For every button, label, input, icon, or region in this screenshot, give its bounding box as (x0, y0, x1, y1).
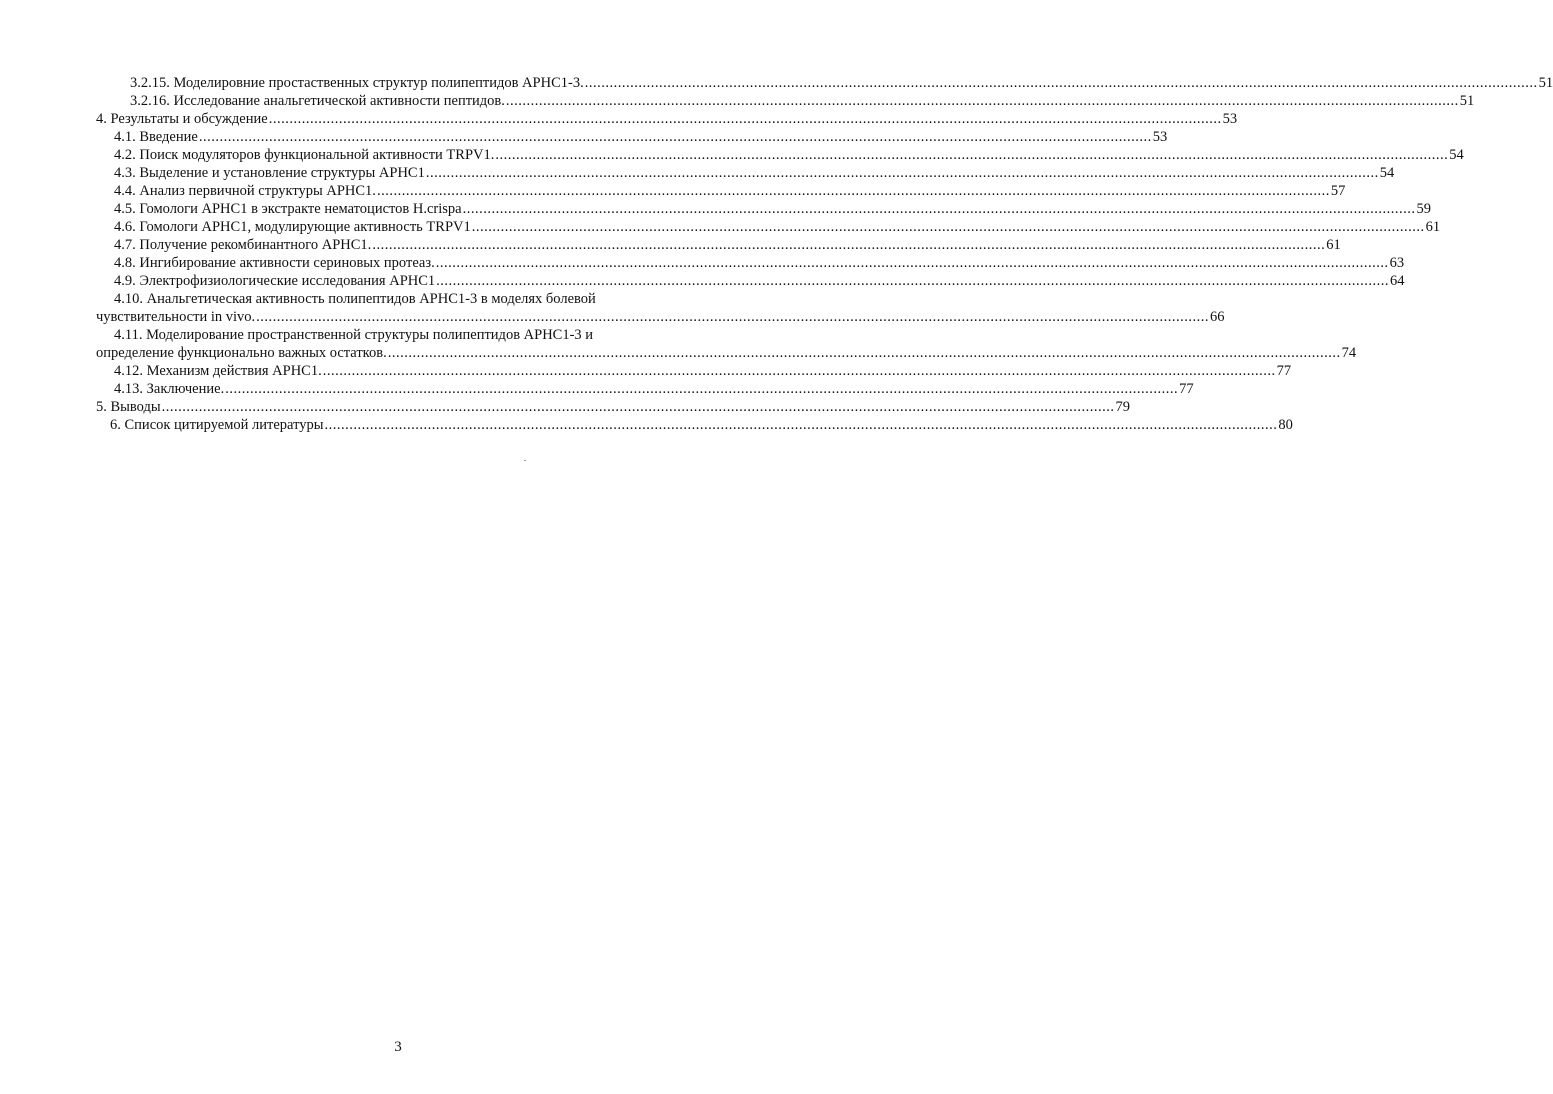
toc-entry-page: 54 (1449, 147, 1464, 163)
toc-entry (96, 380, 1194, 398)
toc-entry-title: 6. Список цитируемой литературы (110, 417, 324, 433)
toc-entry-title: 3.2.16. Исследование анальгетической активности пептидов. (130, 93, 505, 109)
toc-entry-title: 4.3. Выделение и установление структуры APHC1 (114, 165, 425, 181)
toc-entry-title: 4.8. Ингибирование активности сериновых протеаз. (114, 255, 435, 271)
toc-entry (96, 254, 1405, 272)
toc-entry-page: 61 (1425, 219, 1441, 235)
toc-entry (96, 272, 1405, 290)
toc-leader-dots (325, 416, 1278, 434)
toc-entry-page: 74 (1341, 345, 1357, 361)
toc-entry-title: 4.9. Электрофизиологические исследования APHC1 (114, 273, 436, 289)
toc-leader-dots (269, 110, 1222, 128)
toc-entry (96, 92, 1475, 110)
table-of-contents (96, 74, 1553, 434)
toc-entry-page: 51 (1538, 75, 1553, 91)
toc-entry (96, 200, 1431, 218)
toc-leader-dots (372, 236, 1325, 254)
toc-leader-dots (463, 200, 1416, 218)
toc-entry-page: 64 (1390, 273, 1405, 289)
toc-entry (96, 398, 1130, 416)
toc-entry-page: 57 (1330, 183, 1346, 199)
toc-entry-page: 61 (1326, 237, 1341, 253)
toc-entry-page: 63 (1389, 255, 1405, 271)
toc-leader-dots (225, 380, 1178, 398)
toc-entry-page: 59 (1416, 201, 1431, 217)
toc-entry (96, 164, 1395, 182)
toc-entry-page: 77 (1179, 381, 1194, 397)
toc-leader-dots (388, 344, 1341, 362)
toc-leader-dots (199, 128, 1152, 146)
toc-leader-dots (436, 272, 1389, 290)
toc-leader-dots (426, 164, 1379, 182)
toc-entry-title: 4.7. Получение рекомбинантного APHC1. (114, 237, 372, 253)
toc-leader-dots (256, 308, 1209, 326)
toc-entry (96, 74, 1553, 92)
toc-leader-dots (472, 218, 1425, 236)
toc-entry (96, 236, 1341, 254)
toc-entry-page: 51 (1459, 93, 1475, 109)
toc-entry-title: 4.12. Механизм действия APHC1. (114, 363, 322, 379)
toc-leader-dots (323, 362, 1276, 380)
toc-entry (96, 218, 1441, 236)
scan-speck (524, 460, 526, 461)
toc-entry (96, 146, 1464, 164)
toc-entry-title: 5. Выводы (96, 399, 161, 415)
toc-entry-page: 54 (1379, 165, 1395, 181)
toc-leader-dots (162, 398, 1115, 416)
toc-entry-title: 4.4. Анализ первичной структуры APHC1. (114, 183, 376, 199)
toc-entry-title-line1: 4.11. Моделирование пространственной структуры полипептидов APHC1-3 и (114, 327, 594, 343)
toc-entry-title-line1: 4.10. Анальгетическая активность полипептидов APHC1-3 в моделях болевой (114, 291, 596, 307)
page-number: 3 (394, 1039, 402, 1055)
toc-entry (96, 182, 1346, 200)
toc-leader-dots (585, 74, 1538, 92)
toc-entry-title: 4. Результаты и обсуждение (96, 111, 268, 127)
toc-entry-title: 4.5. Гомологи APHC1 в экстракте нематоцистов H.crispa (114, 201, 462, 217)
toc-entry-page: 79 (1115, 399, 1130, 415)
toc-entry-title: определение функционально важных остатков. (96, 345, 387, 361)
toc-entry-page: 53 (1222, 111, 1238, 127)
toc-entry (96, 344, 1357, 362)
toc-entry (96, 308, 1225, 326)
toc-entry-page: 66 (1210, 309, 1225, 325)
toc-entry-title: 4.6. Гомологи APHC1, модулирующие активность TRPV1 (114, 219, 471, 235)
toc-entry-title: 4.13. Заключение. (114, 381, 225, 397)
toc-entry-page: 80 (1278, 417, 1293, 433)
toc-leader-dots (506, 92, 1459, 110)
toc-entry-title: 4.1. Введение (114, 129, 198, 145)
toc-entry-title: чувствительности in vivo. (96, 309, 256, 325)
toc-entry (96, 128, 1168, 146)
toc-entry-page: 53 (1152, 129, 1168, 145)
toc-entry (96, 110, 1238, 128)
toc-leader-dots (377, 182, 1330, 200)
toc-leader-dots (436, 254, 1389, 272)
toc-entry-title: 4.2. Поиск модуляторов функциональной активности TRPV1. (114, 147, 495, 163)
toc-entry-page: 77 (1276, 363, 1292, 379)
toc-leader-dots (495, 146, 1448, 164)
toc-entry (96, 416, 1293, 434)
toc-entry (96, 362, 1292, 380)
toc-entry-title: 3.2.15. Моделировние простаственных структур полипептидов APHC1-3. (130, 75, 584, 91)
